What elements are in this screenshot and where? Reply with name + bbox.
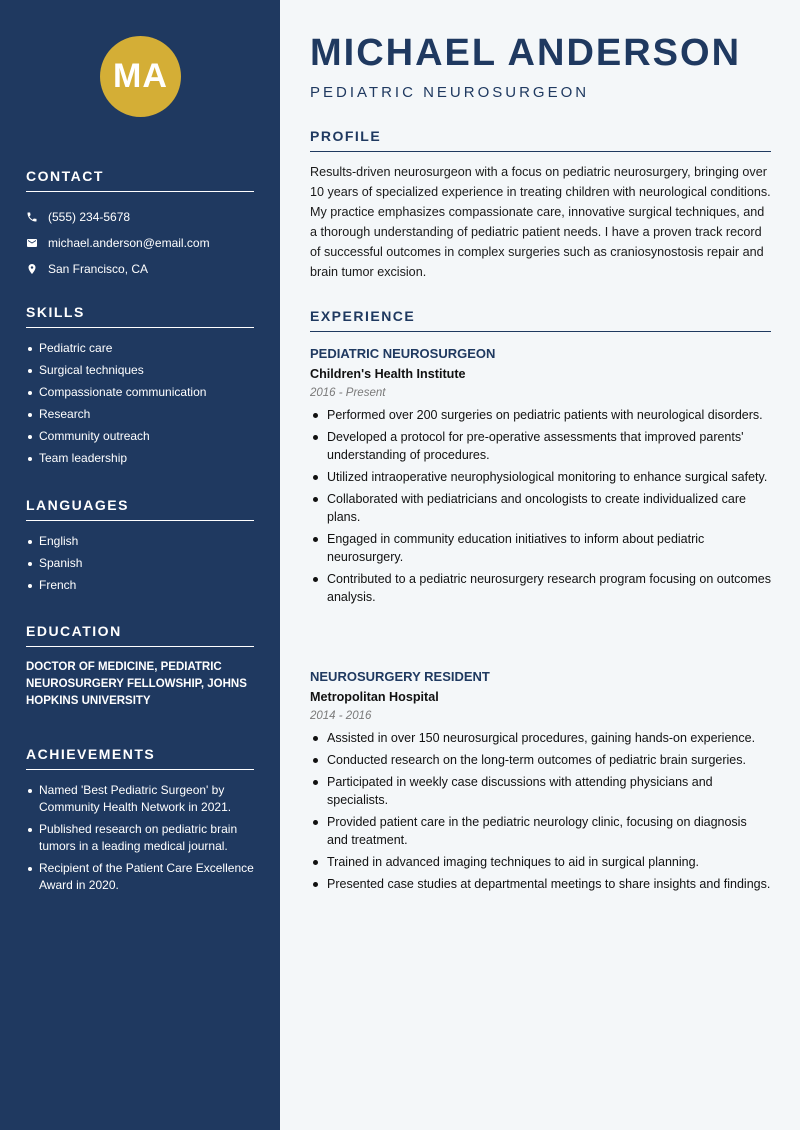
skills-section <box>26 304 254 472</box>
languages-section <box>26 497 254 599</box>
skills-title: SKILLS <box>26 304 254 328</box>
list-item: Published research on pediatric brain tumors in a leading medical journal. <box>26 821 254 855</box>
contact-title: CONTACT <box>26 168 254 192</box>
list-item: Research <box>26 406 254 423</box>
list-item: Assisted in over 150 neurosurgical procedures, gaining hands-on experience. <box>310 729 771 747</box>
job-company: Metropolitan Hospital <box>310 690 439 704</box>
list-item: Performed over 200 surgeries on pediatric patients with neurological disorders. <box>310 406 771 424</box>
job-bullets <box>310 729 771 893</box>
education-text: DOCTOR OF MEDICINE, PEDIATRIC NEUROSURGERY FELLOWSHIP, JOHNS HOPKINS UNIVERSITY <box>26 661 247 707</box>
job-company: Children's Health Institute <box>310 367 466 381</box>
list-item: Engaged in community education initiatives to inform about pediatric neurosurgery. <box>310 530 771 566</box>
experience-title: EXPERIENCE <box>310 308 771 332</box>
phone-icon <box>26 211 38 223</box>
role-subtitle: PEDIATRIC NEUROSURGEON <box>310 84 590 101</box>
location-icon <box>26 263 38 275</box>
list-item: Surgical techniques <box>26 362 254 379</box>
sidebar <box>0 0 280 1130</box>
languages-list <box>26 533 254 594</box>
achievements-title: ACHIEVEMENTS <box>26 746 254 770</box>
profile-section <box>310 128 771 282</box>
contact-email <box>26 230 254 256</box>
list-item: Utilized intraoperative neurophysiological monitoring to enhance surgical safety. <box>310 468 771 486</box>
list-item: Presented case studies at departmental meetings to share insights and findings. <box>310 875 771 893</box>
list-item: English <box>26 533 254 550</box>
email-icon <box>26 237 38 249</box>
phone-text: (555) 234-5678 <box>48 210 131 224</box>
job-dates: 2014 - 2016 <box>310 710 372 722</box>
profile-text: Results-driven neurosurgeon with a focus on pediatric neurosurgery, bringing over 10 years of specialized experience in treating children with neurological conditions. My practice emphasizes compassionate care, innovative surgical techniques, and a thorough understanding of pediatric patient needs. I have a proven track record of successful outcomes in complex surgeries such as craniosynostosis repair and brain tumor excision. <box>310 165 771 279</box>
job-dates: 2016 - Present <box>310 387 386 399</box>
page-title: MICHAEL ANDERSON <box>310 32 742 74</box>
list-item: Collaborated with pediatricians and oncologists to create individualized care plans. <box>310 490 771 526</box>
experience-section <box>310 308 771 332</box>
list-item: Compassionate communication <box>26 384 254 401</box>
job-bullets <box>310 406 771 606</box>
skills-list <box>26 340 254 467</box>
list-item: Pediatric care <box>26 340 254 357</box>
list-item: Community outreach <box>26 428 254 445</box>
achievements-section <box>26 746 254 899</box>
list-item: Spanish <box>26 555 254 572</box>
languages-title: LANGUAGES <box>26 497 254 521</box>
list-item: Developed a protocol for pre-operative assessments that improved parents' understanding of procedures. <box>310 428 771 464</box>
contact-phone <box>26 204 254 230</box>
job-title: NEUROSURGERY RESIDENT <box>310 669 490 684</box>
location-text: San Francisco, CA <box>48 262 149 276</box>
list-item: Recipient of the Patient Care Excellence Award in 2020. <box>26 860 254 894</box>
email-text: michael.anderson@email.com <box>48 236 210 250</box>
profile-title: PROFILE <box>310 128 771 152</box>
job-entry <box>310 346 771 610</box>
list-item: Contributed to a pediatric neurosurgery research program focusing on outcomes analysis. <box>310 570 771 606</box>
avatar-initials: MA <box>100 36 181 117</box>
education-title: EDUCATION <box>26 623 254 647</box>
list-item: French <box>26 577 254 594</box>
list-item: Conducted research on the long-term outcomes of pediatric brain surgeries. <box>310 751 771 769</box>
contact-location <box>26 256 254 282</box>
achievements-list <box>26 782 254 894</box>
list-item: Provided patient care in the pediatric neurology clinic, focusing on diagnosis and treatment. <box>310 813 771 849</box>
list-item: Trained in advanced imaging techniques to aid in surgical planning. <box>310 853 771 871</box>
education-section <box>26 623 254 710</box>
contact-section <box>26 168 254 282</box>
job-title: PEDIATRIC NEUROSURGEON <box>310 346 496 361</box>
list-item: Team leadership <box>26 450 254 467</box>
list-item: Named 'Best Pediatric Surgeon' by Community Health Network in 2021. <box>26 782 254 816</box>
list-item: Participated in weekly case discussions with attending physicians and specialists. <box>310 773 771 809</box>
job-entry <box>310 669 771 897</box>
